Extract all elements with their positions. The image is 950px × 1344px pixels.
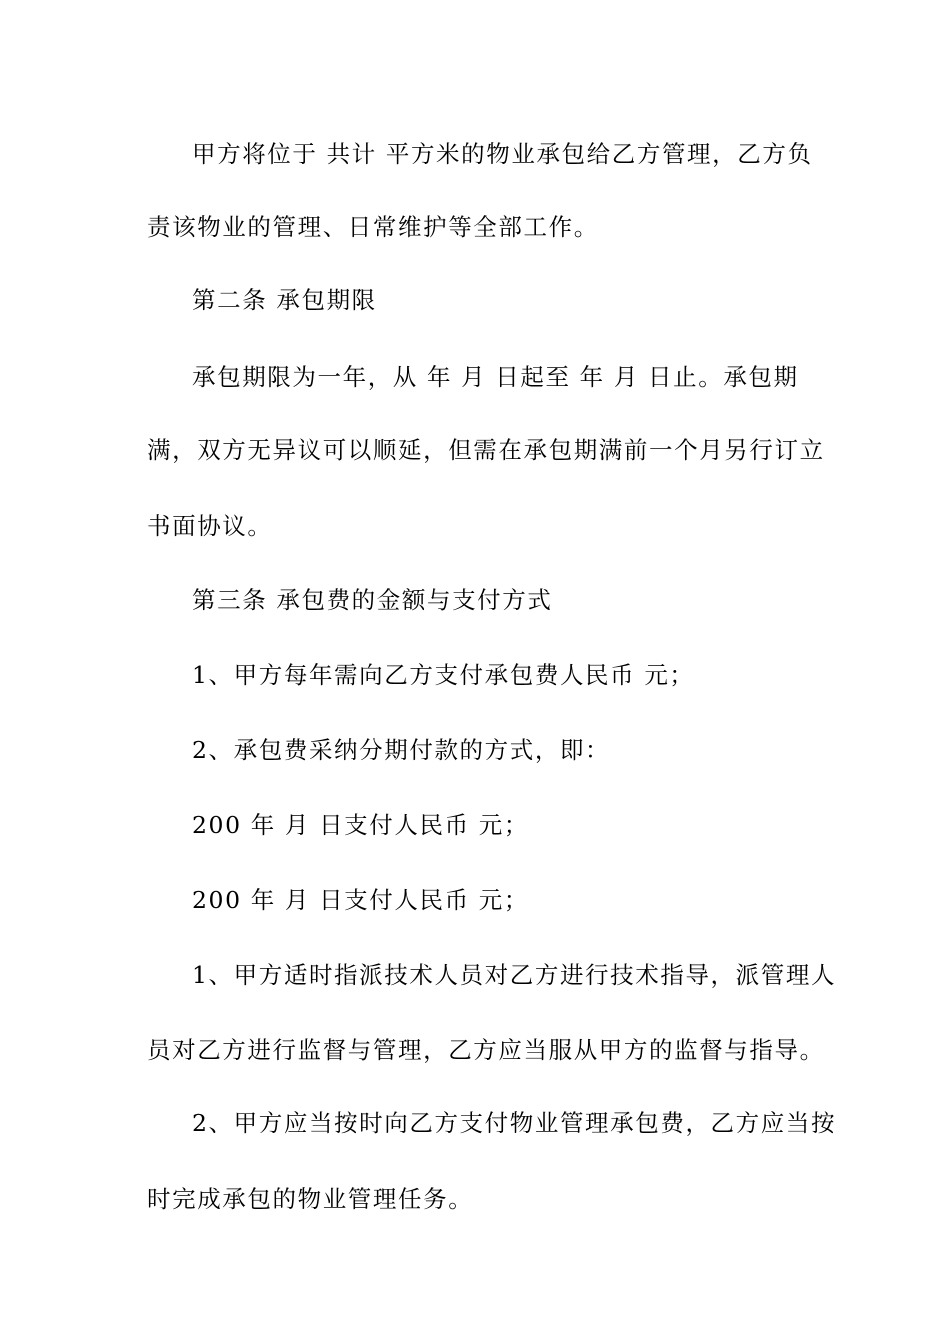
section-heading: 第二条 承包期限 — [192, 286, 377, 314]
paragraph-line: 满，双方无异议可以顺延，但需在承包期满前一个月另行订立 — [147, 436, 825, 464]
payment-line: 200 年 月 日支付人民币 元； — [192, 886, 529, 914]
clause-item: 1、甲方每年需向乙方支付承包费人民币 元； — [192, 661, 695, 689]
paragraph-line: 书面协议。 — [147, 512, 273, 540]
paragraph-line: 时完成承包的物业管理任务。 — [147, 1185, 474, 1213]
paragraph-line: 承包期限为一年，从 年 月 日起至 年 月 日止。承包期 — [192, 363, 799, 391]
paragraph-line: 员对乙方进行监督与管理，乙方应当服从甲方的监督与指导。 — [147, 1036, 825, 1064]
clause-item: 1、甲方适时指派技术人员对乙方进行技术指导，派管理人 — [192, 961, 837, 989]
clause-item: 2、甲方应当按时向乙方支付物业管理承包费，乙方应当按 — [192, 1109, 837, 1137]
clause-item: 2、承包费采纳分期付款的方式，即： — [192, 736, 611, 764]
payment-line: 200 年 月 日支付人民币 元； — [192, 811, 529, 839]
section-heading: 第三条 承包费的金额与支付方式 — [192, 586, 553, 614]
paragraph-line: 责该物业的管理、日常维护等全部工作。 — [147, 213, 599, 241]
paragraph-line: 甲方将位于 共计 平方米的物业承包给乙方管理，乙方负 — [192, 140, 813, 168]
